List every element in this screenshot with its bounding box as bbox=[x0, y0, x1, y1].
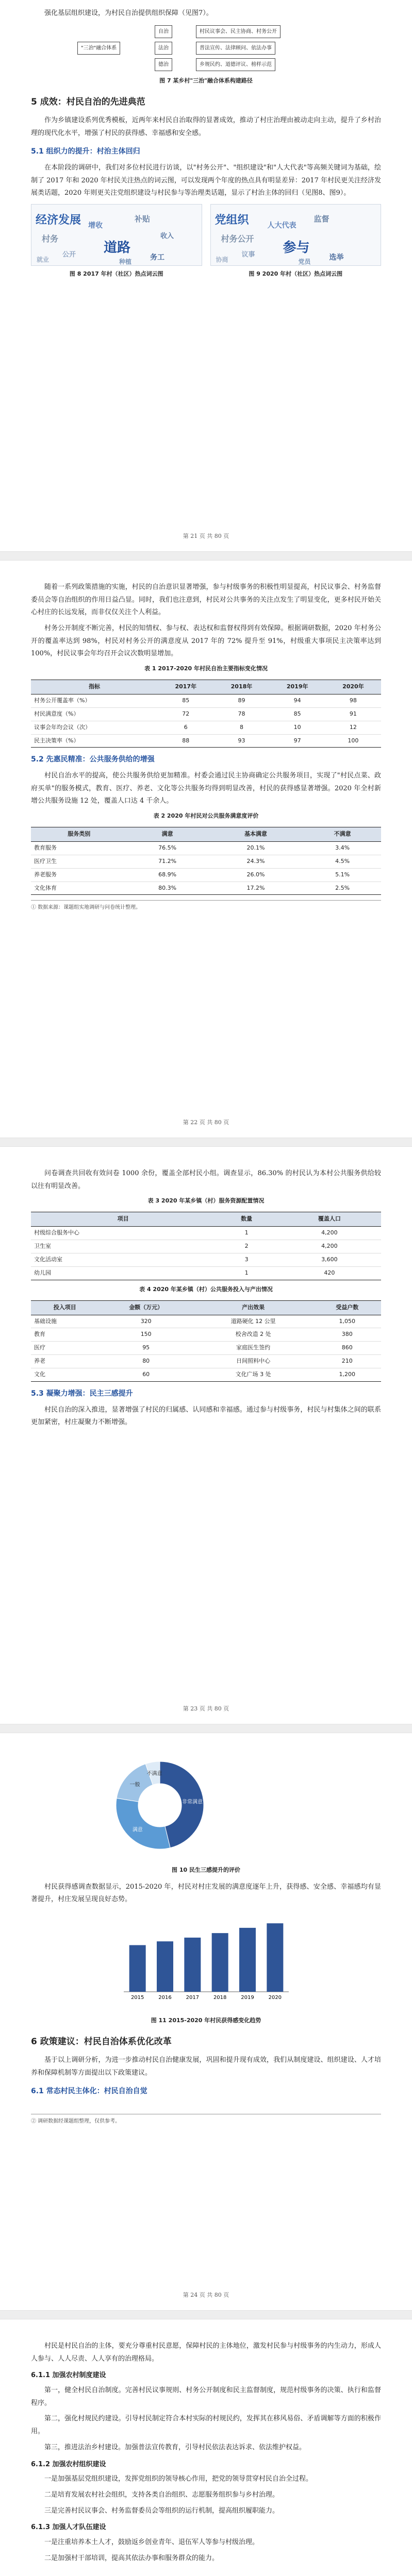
word-cloud-word: 党组织 bbox=[215, 213, 249, 227]
table-row bbox=[31, 1315, 381, 1328]
section-6-1-1-title: 6.1.1 加强农村制度建设 bbox=[31, 2371, 106, 2380]
diagram-right-2: 普法宣传、法律顾问、依法办事 bbox=[196, 42, 275, 55]
section-5-2-title: 5.2 先惠民精准：公共服务供给的增强 bbox=[31, 755, 155, 764]
pie-slice-label: 不满意 bbox=[146, 1771, 162, 1777]
x-tick-label: 2015 bbox=[130, 1994, 144, 2001]
table-header-cell: 2020年 bbox=[325, 680, 381, 694]
table-4-caption: 表 4 2020 年某乡镇（村）公共服务投入与产出情况 bbox=[139, 1285, 273, 1293]
word-cloud-word: 道路 bbox=[104, 240, 131, 256]
figure-7-caption: 图 7 某乡村"三治"融合体系构建路径 bbox=[159, 77, 253, 84]
word-cloud-word: 监督 bbox=[314, 214, 329, 224]
table-cell: 80 bbox=[99, 1355, 193, 1368]
table-cell: 71.2% bbox=[127, 855, 207, 868]
table-header-cell: 覆盖人口 bbox=[278, 1212, 381, 1227]
word-cloud-word: 选举 bbox=[329, 253, 344, 262]
p5-para6: 二是培育发展农村社会组织，支持各类自治组织、志愿服务组织参与乡村治理。 bbox=[44, 2490, 279, 2499]
table-cell: 道路硬化 12 公里 bbox=[193, 1315, 314, 1328]
x-tick-label: 2018 bbox=[213, 1994, 227, 2001]
figure-11-caption: 图 11 2015-2020 年村民获得感变化趋势 bbox=[151, 2016, 261, 2024]
page-separator bbox=[0, 2310, 412, 2319]
section-5-title: 5 成效：村民自治的先进典范 bbox=[31, 96, 145, 107]
table-cell: 60 bbox=[99, 1368, 193, 1382]
table-header-cell: 2018年 bbox=[213, 680, 269, 694]
diagram-left-2: 法治 bbox=[155, 42, 172, 55]
table-cell: 12 bbox=[325, 721, 381, 734]
word-cloud-2017 bbox=[31, 204, 202, 285]
p2-para1: 随着一系列政策措施的实施，村民的自治意识显著增强，参与村级事务的积极性明显提高，村民议事会、村务监督委员会等自治组织的作用日益凸显。同时，我们也注意到，村民对公共事务的关注点发生了明显变化，更多村民开始关心村庄的长远发展，而非仅仅关注个人利益。 bbox=[31, 583, 381, 617]
word-cloud-word: 人大代表 bbox=[267, 221, 296, 230]
p5-para3: 第二，强化村规民约建设。引导村民制定符合本村实际的村规民约，发挥其在移风易俗、矛盾调解等方面的积极作用。 bbox=[31, 2415, 381, 2436]
table-cell: 村务公开覆盖率（%） bbox=[31, 694, 158, 707]
table-cell: 95 bbox=[99, 1342, 193, 1355]
word-cloud-word: 经济发展 bbox=[36, 213, 81, 227]
page-number: 第 21 页 共 80 页 bbox=[183, 533, 229, 540]
p5-para7: 三是完善村民议事会、村务监督委员会等组织的运行机制，提高组织履职能力。 bbox=[44, 2506, 279, 2515]
table-cell: 1 bbox=[215, 1227, 278, 1240]
table-row bbox=[31, 868, 381, 882]
page-separator bbox=[0, 1724, 412, 1733]
table-row bbox=[31, 1227, 381, 1240]
table-cell: 4,200 bbox=[278, 1227, 381, 1240]
table-cell: 医疗 bbox=[31, 1342, 99, 1355]
table-cell: 医疗卫生 bbox=[31, 855, 127, 868]
table-cell: 72 bbox=[158, 707, 213, 721]
p5-para8: 一是注重培养本土人才，鼓励返乡创业青年、退伍军人等参与村级治理。 bbox=[44, 2538, 259, 2546]
table-cell: 4.5% bbox=[304, 855, 381, 868]
x-tick-label: 2017 bbox=[186, 1994, 200, 2001]
table-3 bbox=[31, 1212, 381, 1280]
p5-para1: 村民是村民自治的主体，要充分尊重村民意愿，保障村民的主体地位，激发村民参与村级事务的内生动力，形成人人参与、人人尽责、人人享有的治理格局。 bbox=[31, 2342, 381, 2363]
table-cell: 89 bbox=[213, 694, 269, 707]
pie-slice-label: 一般 bbox=[129, 1782, 140, 1788]
table-cell: 76.5% bbox=[127, 841, 207, 855]
table-row bbox=[31, 694, 381, 707]
section-6-1-2-title: 6.1.2 加强农村组织建设 bbox=[31, 2460, 106, 2468]
table-cell: 日间照料中心 bbox=[193, 1355, 314, 1368]
pie-slice-label: 满意 bbox=[132, 1827, 143, 1833]
table-header-cell: 产出效果 bbox=[193, 1300, 314, 1315]
table-2-caption: 表 2 2020 年村民对公共服务满意度评价 bbox=[153, 812, 259, 820]
table-cell: 68.9% bbox=[127, 868, 207, 882]
table-cell: 210 bbox=[313, 1355, 381, 1368]
table-cell: 85 bbox=[158, 694, 213, 707]
table-cell: 80.3% bbox=[127, 882, 207, 895]
table-row bbox=[31, 734, 381, 748]
word-cloud-word: 补贴 bbox=[135, 214, 151, 224]
word-cloud-word: 增收 bbox=[88, 221, 103, 230]
table-3-caption: 表 3 2020 年某乡镇（村）服务资源配置情况 bbox=[147, 1197, 265, 1205]
table-row bbox=[31, 1368, 381, 1382]
page-1 bbox=[0, 0, 412, 551]
word-cloud-word: 就业 bbox=[37, 256, 50, 263]
table-cell: 村民满意度（%） bbox=[31, 707, 158, 721]
table-cell: 村级综合服务中心 bbox=[31, 1227, 215, 1240]
table-header-cell: 基本满意 bbox=[208, 827, 304, 842]
x-tick-label: 2019 bbox=[241, 1994, 254, 2001]
table-4 bbox=[31, 1300, 381, 1382]
p2-para2: 村务公开制度不断完善，村民的知情权、参与权、表达权和监督权得到有效保障。根据调研数据，2020 年村务公开的覆盖率达到 98%，村民对村务公开的满意度从 2017 年的 72% 提升至 91%，村级重大事项民主决策率达到 100%，村民议事会年均召开会议次数明显增加。 bbox=[31, 624, 381, 658]
table-header-cell: 项目 bbox=[31, 1212, 215, 1227]
word-cloud-2017-image bbox=[31, 204, 202, 266]
table-cell: 78 bbox=[213, 707, 269, 721]
table-row bbox=[31, 882, 381, 895]
pie-slice bbox=[116, 1798, 170, 1849]
table-cell: 幼儿园 bbox=[31, 1266, 215, 1280]
word-cloud-word: 参与 bbox=[283, 240, 310, 256]
bar bbox=[239, 1928, 256, 1992]
page-number: 第 23 页 共 80 页 bbox=[183, 1705, 229, 1713]
table-cell: 养老服务 bbox=[31, 868, 127, 882]
word-cloud-word: 议事 bbox=[241, 250, 255, 259]
table-cell: 4,200 bbox=[278, 1240, 381, 1253]
table-header-cell: 2019年 bbox=[270, 680, 325, 694]
table-cell: 1,050 bbox=[313, 1315, 381, 1328]
table-cell: 100 bbox=[325, 734, 381, 748]
table-row bbox=[31, 1342, 381, 1355]
table-cell: 24.3% bbox=[208, 855, 304, 868]
table-cell: 文化活动室 bbox=[31, 1253, 215, 1266]
table-cell: 860 bbox=[313, 1342, 381, 1355]
p5-para4: 第三，推进法治乡村建设。加强普法宣传教育，引导村民依法表达诉求、依法维护权益。 bbox=[44, 2443, 306, 2451]
table-cell: 320 bbox=[99, 1315, 193, 1328]
table-cell: 93 bbox=[213, 734, 269, 748]
table-row bbox=[31, 1266, 381, 1280]
page-3 bbox=[0, 1147, 412, 1724]
x-tick-label: 2016 bbox=[158, 1994, 172, 2001]
table-cell: 6 bbox=[158, 721, 213, 734]
table-row bbox=[31, 1328, 381, 1342]
page-separator bbox=[0, 1138, 412, 1147]
p3-para2: 村民自治的深入推进，显著增强了村民的归属感、认同感和幸福感。通过参与村级事务，村民与村集体之间的联系更加紧密，村庄凝聚力不断增强。 bbox=[31, 1405, 381, 1427]
intro-text: 强化基层组织建设，为村民自治提供组织保障（见图7）。 bbox=[44, 9, 213, 17]
table-1 bbox=[31, 680, 381, 748]
table-cell: 议事会年均会议（次） bbox=[31, 721, 158, 734]
table-cell: 5.1% bbox=[304, 868, 381, 882]
page-4 bbox=[0, 1733, 412, 2310]
page-5 bbox=[0, 2319, 412, 2576]
table-cell: 1,200 bbox=[313, 1368, 381, 1382]
table-cell: 94 bbox=[270, 694, 325, 707]
word-cloud-word: 村务公开 bbox=[221, 233, 254, 244]
three-governance-diagram bbox=[62, 23, 350, 73]
table-header-cell: 服务类别 bbox=[31, 827, 127, 842]
word-cloud-word: 收入 bbox=[160, 232, 174, 240]
section-5-para: 作为乡镇建设系列优秀模板，近两年来村民自治取得的显著成效，推动了村庄治理由被动走向主动，提升了乡村治理的现代化水平，增强了村民的获得感、幸福感和安全感。 bbox=[31, 116, 381, 137]
p2-para3: 村民自治水平的提高，使公共服务供给更加精准。村委会通过民主协商确定公共服务项目，实现了"村民点菜、政府买单"的服务模式，教育、医疗、养老、文化等公共服务均得到明显改善，村民的获得感显著增强。2020 年全村新增公共服务设施 12 处，覆盖人口达 4 千余人。 bbox=[31, 772, 381, 805]
table-cell: 10 bbox=[270, 721, 325, 734]
table-cell: 26.0% bbox=[208, 868, 304, 882]
table-cell: 420 bbox=[278, 1266, 381, 1280]
p5-para5: 一是加强基层党组织建设，发挥党组织的领导核心作用，把党的领导贯穿村民自治全过程。 bbox=[44, 2475, 313, 2483]
table-cell: 教育 bbox=[31, 1328, 99, 1342]
table-header-cell: 受益户数 bbox=[313, 1300, 381, 1315]
word-cloud-word: 种植 bbox=[119, 258, 132, 265]
table-row bbox=[31, 855, 381, 868]
bar bbox=[184, 1938, 201, 1992]
table-cell: 97 bbox=[270, 734, 325, 748]
table-header-cell: 数量 bbox=[215, 1212, 278, 1227]
table-cell: 150 bbox=[99, 1328, 193, 1342]
table-cell: 91 bbox=[325, 707, 381, 721]
word-cloud-word: 党员 bbox=[298, 258, 311, 265]
table-2 bbox=[31, 827, 381, 895]
table-cell: 20.1% bbox=[208, 841, 304, 855]
footnote-1: ① 数据来源：课题组实地调研与问卷统计整理。 bbox=[31, 900, 381, 912]
table-cell: 校舍改造 2 处 bbox=[193, 1328, 314, 1342]
x-tick-label: 2020 bbox=[268, 1994, 282, 2001]
word-cloud-word: 公开 bbox=[62, 250, 76, 259]
table-cell: 养老 bbox=[31, 1355, 99, 1368]
table-cell: 教育服务 bbox=[31, 841, 127, 855]
table-cell: 2.5% bbox=[304, 882, 381, 895]
section-6-1-3-title: 6.1.3 加强人才队伍建设 bbox=[31, 2523, 106, 2532]
table-row bbox=[31, 1240, 381, 1253]
table-cell: 17.2% bbox=[208, 882, 304, 895]
table-cell: 98 bbox=[325, 694, 381, 707]
p4-para2: 基于以上调研分析，为进一步推动村民自治健康发展，巩固和提升现有成效，我们从制度建设、组织建设、人才培养和保障机制等方面提出以下政策建议。 bbox=[31, 2056, 381, 2077]
table-header-cell: 2017年 bbox=[158, 680, 213, 694]
p5-para2: 第一，健全村民自治制度。完善村民议事规则、村务公开制度和民主监督制度，规范村级事务的决策、执行和监督程序。 bbox=[31, 2386, 381, 2407]
table-cell: 文化广场 3 处 bbox=[193, 1368, 314, 1382]
diagram-left-3: 德治 bbox=[155, 58, 172, 71]
pie-slice-label: 非常满意 bbox=[182, 1799, 203, 1805]
table-header-cell: 满意 bbox=[127, 827, 207, 842]
table-cell: 3.4% bbox=[304, 841, 381, 855]
section-5-1-para: 在本阶段的调研中，我们对多位村民进行访谈，以"村务公开"、"组织建设"和"人大代表"等高频关键词为基础，绘制了 2017 年和 2020 年村民关注热点的词云图，可以发现两个年度的热点具有明显差异：2017 年村民更关注经济发展类话题，2020 年则更关注党组织建设与村民参与等治理类话题，显示了村治主体的回归（见图8、图9）。 bbox=[31, 163, 381, 197]
figure-10-caption: 图 10 民生三感提升的评价 bbox=[172, 1866, 240, 1873]
table-1-caption: 表 1 2017-2020 年村民自治主要指标变化情况 bbox=[144, 665, 268, 672]
table-row bbox=[31, 707, 381, 721]
page-number: 第 24 页 共 80 页 bbox=[183, 2292, 229, 2299]
diagram-right-1: 村民议事会、民主协商、村务公开 bbox=[196, 25, 281, 38]
bar bbox=[129, 1945, 146, 1992]
table-cell: 卫生室 bbox=[31, 1240, 215, 1253]
table-header-cell: 指标 bbox=[31, 680, 158, 694]
word-cloud-word: 务工 bbox=[150, 253, 164, 262]
footnote-2: ② 调研数据经课题组整理，仅供参考。 bbox=[31, 2114, 381, 2126]
section-6-1-title: 6.1 常态村民主体化：村民自治自觉 bbox=[31, 2087, 147, 2096]
table-header-cell: 投入项目 bbox=[31, 1300, 99, 1315]
table-row bbox=[31, 1355, 381, 1368]
word-cloud-row bbox=[31, 204, 381, 285]
word-cloud-word: 协商 bbox=[216, 256, 228, 263]
table-row bbox=[31, 841, 381, 855]
word-cloud-2020 bbox=[210, 204, 382, 285]
figure-9-caption: 图 9 2020 年村（社区）热点词云图 bbox=[249, 270, 343, 277]
diagram-left-1: 自治 bbox=[155, 25, 172, 38]
table-cell: 文化 bbox=[31, 1368, 99, 1382]
word-cloud-2020-image bbox=[210, 204, 382, 266]
figure-8-caption: 图 8 2017 年村（社区）热点词云图 bbox=[69, 270, 163, 277]
table-cell: 8 bbox=[213, 721, 269, 734]
p4-para1: 村民获得感调查数据显示，2015-2020 年，村民对村庄发展的满意度逐年上升，获得感、安全感、幸福感均有显著提升，村庄发展呈现良好态势。 bbox=[31, 1883, 381, 1904]
diagram-right-3: 乡规民约、道德评议、榜样示范 bbox=[196, 58, 275, 71]
page-separator bbox=[0, 551, 412, 561]
table-cell: 3,600 bbox=[278, 1253, 381, 1266]
table-cell: 2 bbox=[215, 1240, 278, 1253]
page-2 bbox=[0, 561, 412, 1138]
table-cell: 基础设施 bbox=[31, 1315, 99, 1328]
section-6-title: 6 政策建议：村民自治体系优化改革 bbox=[31, 2036, 172, 2047]
table-cell: 380 bbox=[313, 1328, 381, 1342]
table-row bbox=[31, 721, 381, 734]
table-cell: 文化体育 bbox=[31, 882, 127, 895]
bar bbox=[267, 1923, 283, 1992]
section-5-3-title: 5.3 凝聚力增强：民主三感提升 bbox=[31, 1389, 133, 1398]
bar bbox=[157, 1941, 173, 1992]
table-row bbox=[31, 1253, 381, 1266]
table-header-cell: 不满意 bbox=[304, 827, 381, 842]
p5-para9: 二是加强村干部培训，提高其依法办事和服务群众的能力。 bbox=[44, 2554, 219, 2562]
diagram-center: "三治"融合体系 bbox=[77, 42, 120, 55]
table-cell: 1 bbox=[215, 1266, 278, 1280]
gain-trend-bar-chart bbox=[31, 1909, 381, 2007]
table-cell: 85 bbox=[270, 707, 325, 721]
satisfaction-pie-chart bbox=[31, 1754, 381, 1857]
table-cell: 88 bbox=[158, 734, 213, 748]
word-cloud-word: 村务 bbox=[42, 233, 59, 244]
bar bbox=[212, 1933, 228, 1992]
table-header-cell: 金额（万元） bbox=[99, 1300, 193, 1315]
table-cell: 家庭医生签约 bbox=[193, 1342, 314, 1355]
page-number: 第 22 页 共 80 页 bbox=[183, 1119, 229, 1126]
table-cell: 3 bbox=[215, 1253, 278, 1266]
p3-para1: 问卷调查共回收有效问卷 1000 余份，覆盖全部村民小组。调查显示，86.30% 的村民认为本村公共服务供给较以往有明显改善。 bbox=[31, 1170, 381, 1190]
section-5-1-title: 5.1 组织力的提升：村治主体回归 bbox=[31, 147, 140, 156]
table-cell: 民主决策率（%） bbox=[31, 734, 158, 748]
